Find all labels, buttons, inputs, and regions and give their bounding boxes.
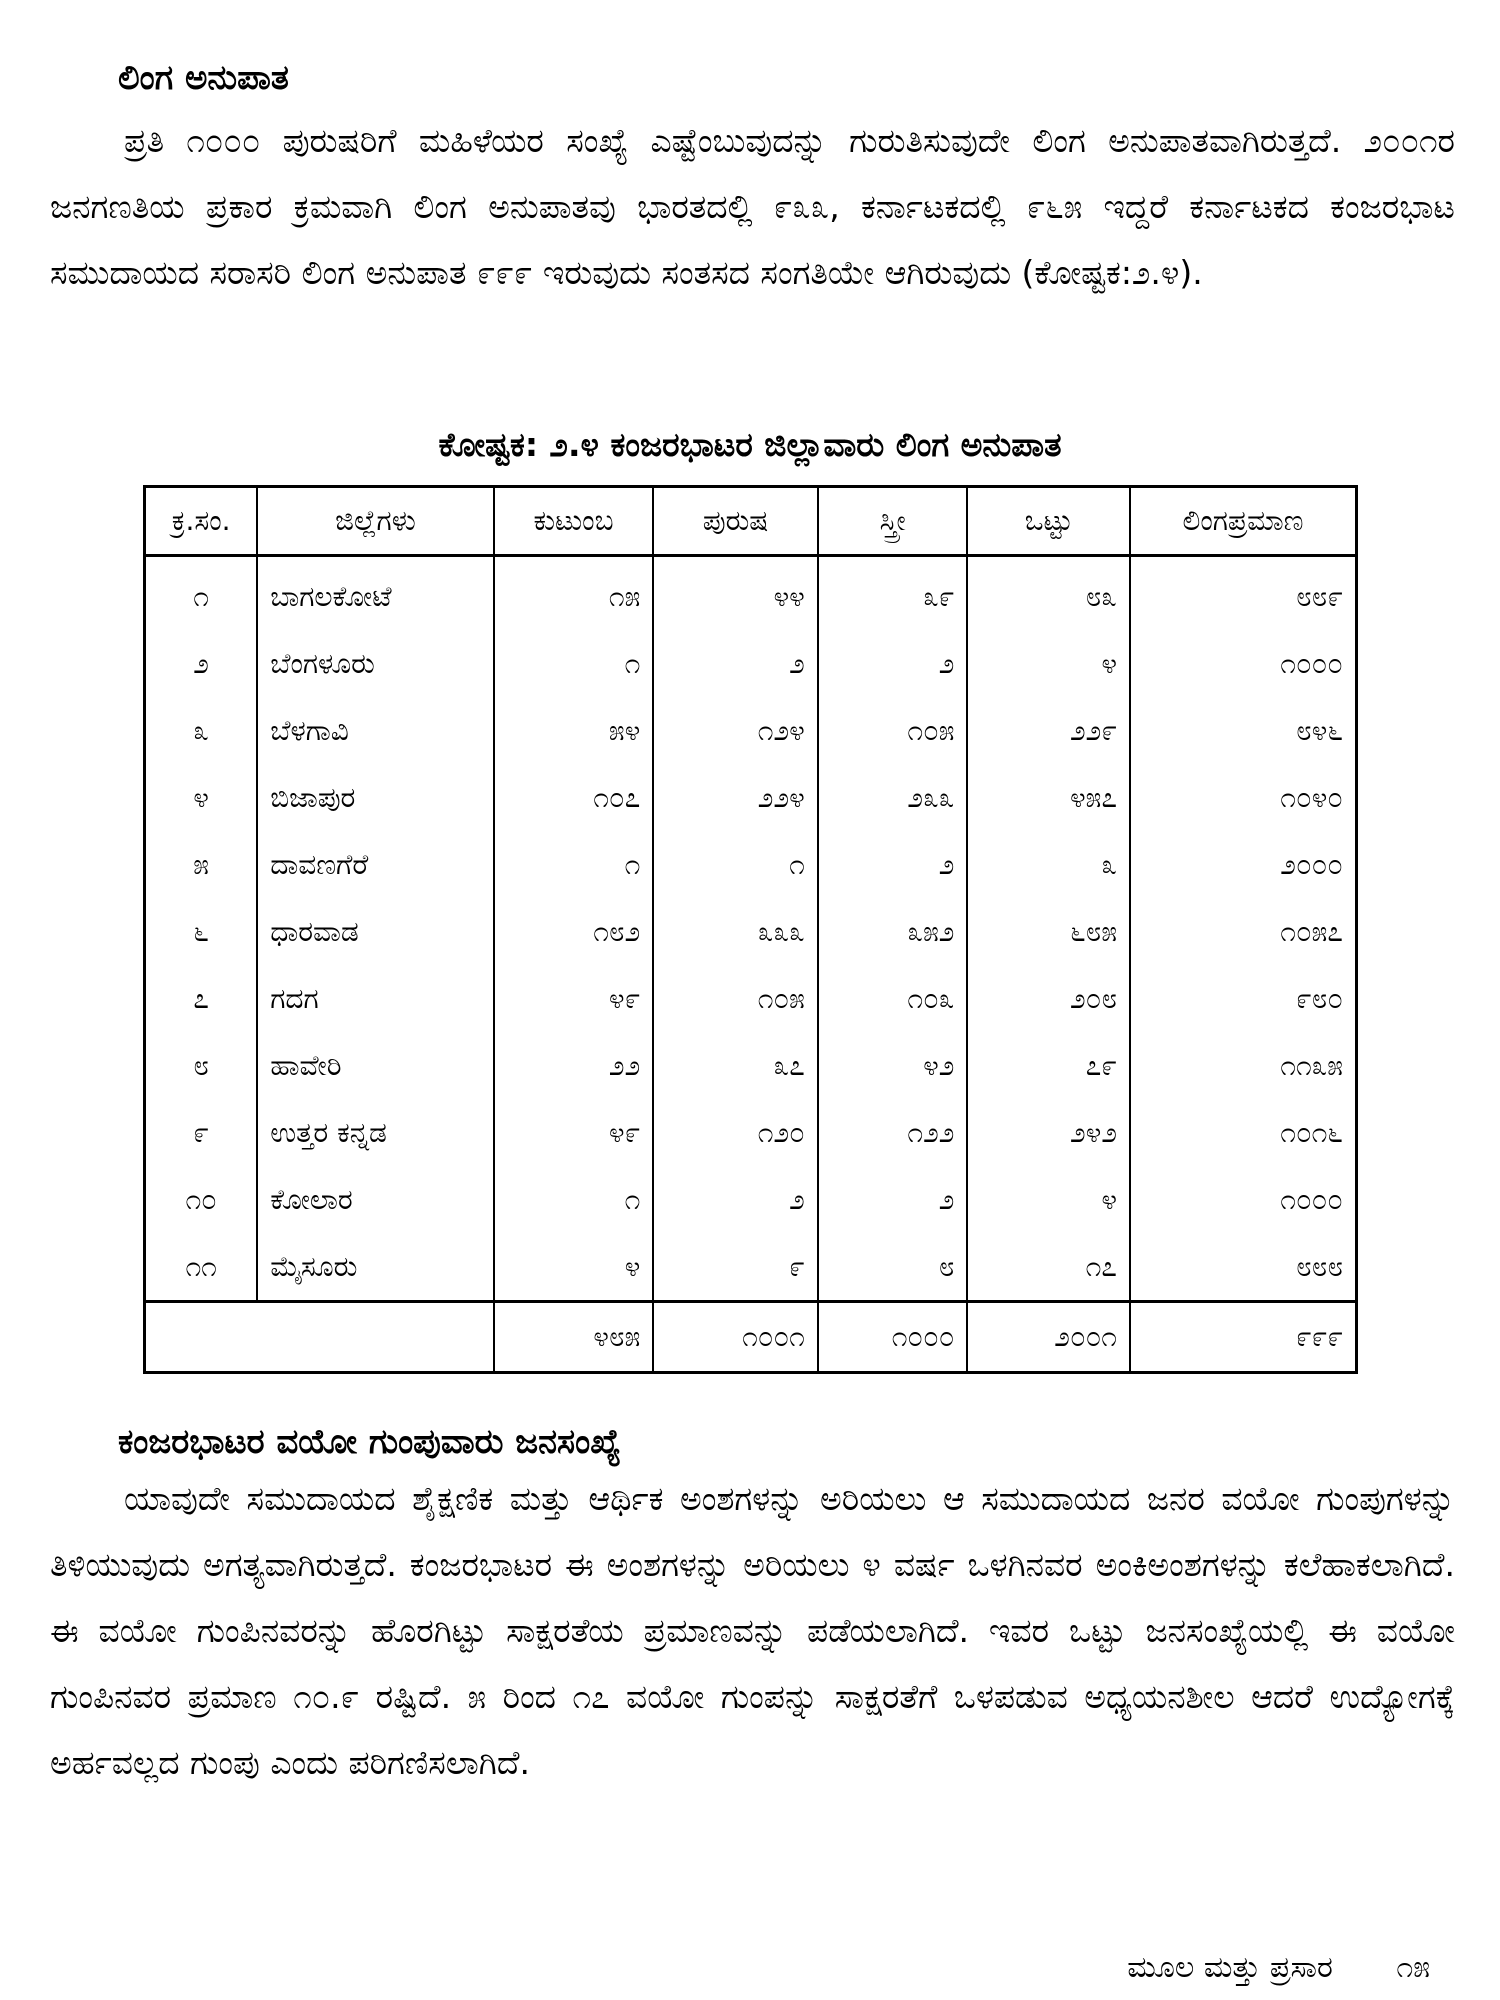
header-sex-ratio: ಲಿಂಗಪ್ರಮಾಣ xyxy=(1130,487,1357,556)
cell-families: ೧೫ xyxy=(494,556,654,631)
header-female: ಸ್ತ್ರೀ xyxy=(818,487,968,556)
cell-serial-no: ೭ xyxy=(145,965,258,1032)
cell-district: ಬಾಗಲಕೋಟೆ xyxy=(257,556,493,631)
header-families: ಕುಟುಂಬ xyxy=(494,487,654,556)
cell-families: ೪೯ xyxy=(494,1099,654,1166)
cell-sex-ratio: ೧೦೧೬ xyxy=(1130,1099,1357,1166)
cell-female: ೨ xyxy=(818,831,968,898)
header-total: ಒಟ್ಟು xyxy=(967,487,1130,556)
cell-families: ೧೦೭ xyxy=(494,764,654,831)
total-sex-ratio: ೯೯೯ xyxy=(1130,1302,1357,1373)
cell-male: ೩೭ xyxy=(653,1032,818,1099)
cell-families: ೧೮೨ xyxy=(494,898,654,965)
cell-sex-ratio: ೧೦೫೭ xyxy=(1130,898,1357,965)
cell-male: ೧೨೦ xyxy=(653,1099,818,1166)
header-male: ಪುರುಷ xyxy=(653,487,818,556)
cell-serial-no: ೬ xyxy=(145,898,258,965)
cell-male: ೯ xyxy=(653,1233,818,1302)
cell-male: ೧ xyxy=(653,831,818,898)
cell-total: ೬೮೫ xyxy=(967,898,1130,965)
cell-sex-ratio: ೮೪೬ xyxy=(1130,697,1357,764)
cell-serial-no: ೩ xyxy=(145,697,258,764)
table-row xyxy=(145,831,1357,898)
table-row xyxy=(145,630,1357,697)
cell-female: ೪೨ xyxy=(818,1032,968,1099)
cell-families: ೪೯ xyxy=(494,965,654,1032)
header-district: ಜಿಲ್ಲೆಗಳು xyxy=(257,487,493,556)
total-female: ೧೦೦೦ xyxy=(818,1302,968,1373)
cell-total: ೮೩ xyxy=(967,556,1130,631)
table-row xyxy=(145,1233,1357,1302)
cell-families: ೪ xyxy=(494,1233,654,1302)
table-row xyxy=(145,697,1357,764)
cell-female: ೨೩೩ xyxy=(818,764,968,831)
cell-male: ೨ xyxy=(653,1166,818,1233)
table-header-row xyxy=(145,487,1357,556)
cell-serial-no: ೧ xyxy=(145,556,258,631)
cell-total: ೪ xyxy=(967,1166,1130,1233)
cell-total: ೨೪೨ xyxy=(967,1099,1130,1166)
cell-total: ೧೭ xyxy=(967,1233,1130,1302)
cell-district: ಬೆಂಗಳೂರು xyxy=(257,630,493,697)
table-row xyxy=(145,1032,1357,1099)
cell-female: ೩೯ xyxy=(818,556,968,631)
cell-male: ೨೨೪ xyxy=(653,764,818,831)
cell-sex-ratio: ೧೦೦೦ xyxy=(1130,1166,1357,1233)
cell-serial-no: ೫ xyxy=(145,831,258,898)
page-footer xyxy=(1127,1950,1430,1985)
cell-sex-ratio: ೨೦೦೦ xyxy=(1130,831,1357,898)
cell-sex-ratio: ೧೦೪೦ xyxy=(1130,764,1357,831)
cell-district: ದಾವಣಗೆರೆ xyxy=(257,831,493,898)
cell-female: ೨ xyxy=(818,1166,968,1233)
section-heading-age-group: ಕಂಜರಭಾಟರ ವಯೋ ಗುಂಪುವಾರು ಜನಸಂಖ್ಯೆ xyxy=(118,1422,621,1462)
cell-female: ೧೦೫ xyxy=(818,697,968,764)
cell-families: ೧ xyxy=(494,1166,654,1233)
footer-book-title: ಮೂಲ ಮತ್ತು ಪ್ರಸಾರ xyxy=(1127,1950,1333,1985)
cell-district: ಮೈಸೂರು xyxy=(257,1233,493,1302)
cell-district: ಧಾರವಾಡ xyxy=(257,898,493,965)
paragraph-age-group xyxy=(50,1466,1455,1796)
cell-female: ೮ xyxy=(818,1233,968,1302)
cell-families: ೫೪ xyxy=(494,697,654,764)
cell-male: ೩೩೩ xyxy=(653,898,818,965)
total-male: ೧೦೦೧ xyxy=(653,1302,818,1373)
table-row xyxy=(145,898,1357,965)
cell-sex-ratio: ೧೧೩೫ xyxy=(1130,1032,1357,1099)
table-row xyxy=(145,1099,1357,1166)
table-row xyxy=(145,764,1357,831)
cell-serial-no: ೨ xyxy=(145,630,258,697)
cell-total: ೭೯ xyxy=(967,1032,1130,1099)
total-families: ೪೮೫ xyxy=(494,1302,654,1373)
cell-total: ೪೫೭ xyxy=(967,764,1130,831)
paragraph-text: ಪ್ರತಿ ೧೦೦೦ ಪುರುಷರಿಗೆ ಮಹಿಳೆಯರ ಸಂಖ್ಯೆ ಎಷ್ಟೆಂಬುವುದನ್ನು ಗುರುತಿಸುವುದೇ ಲಿಂಗ ಅನುಪಾತವಾಗಿರುತ್ತದೆ. ೨೦೦೧ರ ಜನಗಣತಿಯ ಪ್ರಕಾರ ಕ್ರಮವಾಗಿ ಲಿಂಗ ಅನುಪಾತವು ಭಾರತದಲ್ಲಿ ೯೩೩, ಕರ್ನಾಟಕದಲ್ಲಿ ೯೬೫ ಇದ್ದರೆ ಕರ್ನಾಟಕದ ಕಂಜರಭಾಟ ಸಮುದಾಯದ ಸರಾಸರಿ ಲಿಂಗ ಅನುಪಾತ ೯೯೯ ಇರುವುದು ಸಂತಸದ ಸಂಗತಿಯೇ ಆಗಿರುವುದು (ಕೋಷ್ಟಕ:೨.೪). xyxy=(50,121,1455,292)
cell-male: ೧೦೫ xyxy=(653,965,818,1032)
cell-district: ಉತ್ತರ ಕನ್ನಡ xyxy=(257,1099,493,1166)
total-population: ೨೦೦೧ xyxy=(967,1302,1130,1373)
cell-serial-no: ೧೧ xyxy=(145,1233,258,1302)
cell-district: ಕೋಲಾರ xyxy=(257,1166,493,1233)
cell-serial-no: ೪ xyxy=(145,764,258,831)
cell-district: ಹಾವೇರಿ xyxy=(257,1032,493,1099)
cell-district: ಬಿಜಾಪುರ xyxy=(257,764,493,831)
cell-sex-ratio: ೮೮೯ xyxy=(1130,556,1357,631)
cell-total: ೨೦೮ xyxy=(967,965,1130,1032)
cell-male: ೪೪ xyxy=(653,556,818,631)
cell-male: ೧೨೪ xyxy=(653,697,818,764)
cell-male: ೨ xyxy=(653,630,818,697)
paragraph-sex-ratio xyxy=(50,108,1455,306)
cell-total: ೨೨೯ xyxy=(967,697,1130,764)
cell-serial-no: ೯ xyxy=(145,1099,258,1166)
cell-district: ಗದಗ xyxy=(257,965,493,1032)
cell-sex-ratio: ೮೮೮ xyxy=(1130,1233,1357,1302)
table-caption: ಕೋಷ್ಟಕ: ೨.೪ ಕಂಜರಭಾಟರ ಜಿಲ್ಲಾವಾರು ಲಿಂಗ ಅನುಪಾತ xyxy=(438,425,1062,464)
cell-families: ೨೨ xyxy=(494,1032,654,1099)
paragraph-text: ಯಾವುದೇ ಸಮುದಾಯದ ಶೈಕ್ಷಣಿಕ ಮತ್ತು ಆರ್ಥಿಕ ಅಂಶಗಳನ್ನು ಅರಿಯಲು ಆ ಸಮುದಾಯದ ಜನರ ವಯೋ ಗುಂಪುಗಳನ್ನು ತಿಳಿಯುವುದು ಅಗತ್ಯವಾಗಿರುತ್ತದೆ. ಕಂಜರಭಾಟರ ಈ ಅಂಶಗಳನ್ನು ಅರಿಯಲು ೪ ವರ್ಷ ಒಳಗಿನವರ ಅಂಕಿಅಂಶಗಳನ್ನು ಕಲೆಹಾಕಲಾಗಿದೆ. ಈ ವಯೋ ಗುಂಪಿನವರನ್ನು ಹೊರಗಿಟ್ಟು ಸಾಕ್ಷರತೆಯ ಪ್ರಮಾಣವನ್ನು ಪಡೆಯಲಾಗಿದೆ. ಇವರ ಒಟ್ಟು ಜನಸಂಖ್ಯೆಯಲ್ಲಿ ಈ ವಯೋ ಗುಂಪಿನವರ ಪ್ರಮಾಣ ೧೦.೯ ರಷ್ಟಿದೆ. ೫ ರಿಂದ ೧೭ ವಯೋ ಗುಂಪನ್ನು ಸಾಕ್ಷರತೆಗೆ ಒಳಪಡುವ ಅಧ್ಯಯನಶೀಲ ಆದರೆ ಉದ್ಯೋಗಕ್ಕೆ ಅರ್ಹವಲ್ಲದ ಗುಂಪು ಎಂದು ಪರಿಗಣಿಸಲಾಗಿದೆ. xyxy=(50,1479,1455,1782)
cell-families: ೧ xyxy=(494,630,654,697)
cell-families: ೧ xyxy=(494,831,654,898)
cell-female: ೩೫೨ xyxy=(818,898,968,965)
section-heading-sex-ratio: ಲಿಂಗ ಅನುಪಾತ xyxy=(118,58,289,98)
cell-total: ೪ xyxy=(967,630,1130,697)
table-row xyxy=(145,965,1357,1032)
cell-sex-ratio: ೯೮೦ xyxy=(1130,965,1357,1032)
header-serial-no: ಕ್ರ.ಸಂ. xyxy=(145,487,258,556)
table-row xyxy=(145,556,1357,631)
cell-female: ೧೨೨ xyxy=(818,1099,968,1166)
cell-female: ೧೦೩ xyxy=(818,965,968,1032)
cell-serial-no: ೧೦ xyxy=(145,1166,258,1233)
table-total-row xyxy=(145,1302,1357,1373)
district-sex-ratio-table xyxy=(143,485,1358,1374)
cell-total: ೩ xyxy=(967,831,1130,898)
cell-sex-ratio: ೧೦೦೦ xyxy=(1130,630,1357,697)
cell-female: ೨ xyxy=(818,630,968,697)
total-label-cell xyxy=(145,1302,494,1373)
cell-district: ಬೆಳಗಾವಿ xyxy=(257,697,493,764)
page-number: ೧೫ xyxy=(1396,1950,1430,1985)
table-row xyxy=(145,1166,1357,1233)
cell-serial-no: ೮ xyxy=(145,1032,258,1099)
